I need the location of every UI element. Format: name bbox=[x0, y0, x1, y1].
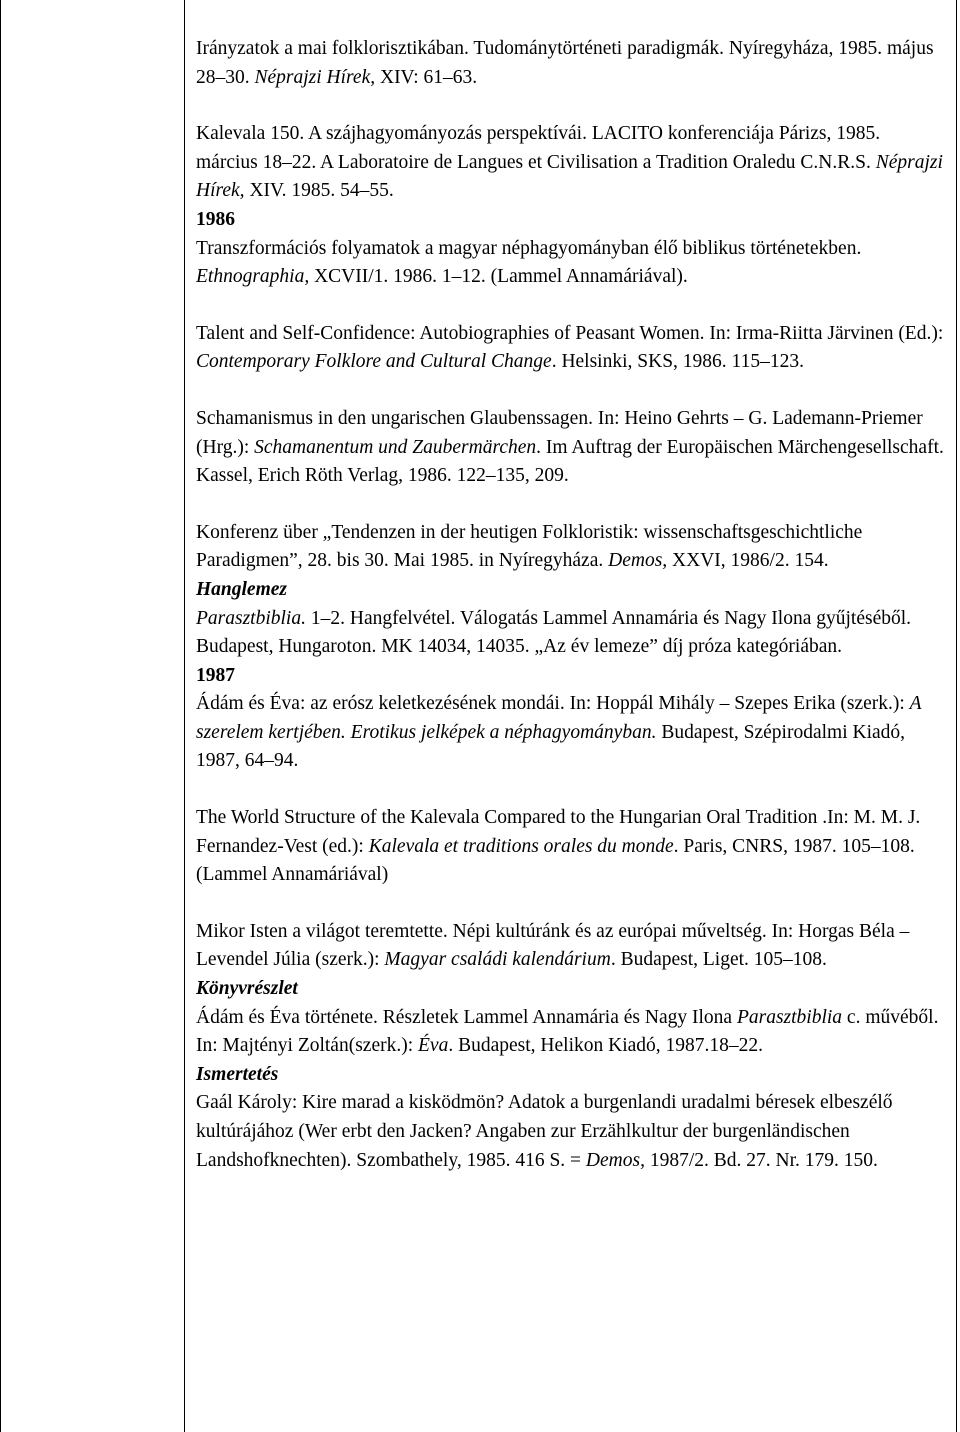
year-heading-1986: 1986 bbox=[196, 208, 235, 230]
section-heading-hanglemez bbox=[196, 576, 946, 605]
entry-journal: Néprajzi Hírek, bbox=[254, 66, 376, 88]
bib-entry-iranyzatok bbox=[196, 35, 946, 92]
section-heading-text: Ismertetés bbox=[196, 1063, 279, 1085]
entry-text: Transzformációs folyamatok a magyar néphagyományban élő biblikus történetekben. bbox=[196, 237, 862, 259]
entry-book-title: Kalevala et traditions orales du monde bbox=[368, 835, 674, 857]
bib-entry-adam-eva-erosz bbox=[196, 690, 946, 776]
entry-text: XXVI, 1986/2. 154. bbox=[667, 550, 829, 572]
entry-text: Mikor Isten a világot teremtette. Népi kultúránk és az európai műveltség. In: Horgas Béla –Levendel Júlia (szerk.): bbox=[196, 920, 910, 971]
section-heading-text: Hanglemez bbox=[196, 578, 287, 600]
entry-text: . Paris, CNRS, 1987. 105–108. (Lammel Annamáriával) bbox=[196, 835, 915, 886]
entry-text: Budapest, Szépirodalmi Kiadó, 1987, 64–94. bbox=[196, 721, 906, 772]
entry-journal: Ethnographia, bbox=[196, 266, 310, 288]
entry-book-title: Éva bbox=[418, 1035, 449, 1057]
bib-entry-talent bbox=[196, 320, 946, 377]
entry-text: . Im Auftrag der Europäischen Märchengesellschaft. Kassel, Erich Röth Verlag, 1986. 122–135, 209. bbox=[196, 436, 944, 487]
entry-text: Konferenz über „Tendenzen in der heutigen Folkloristik: wissenschaftsgeschichtliche Paradigmen”, 28. bis 30. Mai 1985. in Nyíregyháza. bbox=[196, 521, 863, 572]
entry-text: Ádám és Éva: az erósz keletkezésének mondái. In: Hoppál Mihály – Szepes Erika (szerk.): bbox=[196, 693, 910, 715]
entry-text: . Helsinki, SKS, 1986. 115–123. bbox=[551, 351, 804, 373]
entry-text: XCVII/1. 1986. 1–12. (Lammel Annamáriával). bbox=[309, 266, 688, 288]
entry-book-title: Magyar családi kalendárium bbox=[384, 949, 611, 971]
section-heading-ismertetes bbox=[196, 1061, 946, 1090]
bib-entry-kalevala150 bbox=[196, 120, 946, 206]
entry-journal: Demos, bbox=[608, 550, 668, 572]
table-border-left bbox=[0, 0, 1, 1432]
entry-text: XIV: 61–63. bbox=[375, 66, 478, 88]
section-heading-text: Könyvrészlet bbox=[196, 978, 298, 1000]
entry-text: Talent and Self-Confidence: Autobiographies of Peasant Women. In: Irma-Riitta Järvinen (Ed.): bbox=[196, 322, 944, 344]
entry-text: Ádám és Éva története. Részletek Lammel Annamária és Nagy Ilona bbox=[196, 1006, 737, 1028]
bib-entry-adam-eva-tortenete bbox=[196, 1004, 946, 1061]
entry-work-title: Parasztbiblia bbox=[736, 1006, 843, 1028]
entry-text: . Budapest, Helikon Kiadó, 1987.18–22. bbox=[448, 1035, 764, 1057]
table-border-right bbox=[956, 0, 957, 1432]
bib-entry-mikor-isten bbox=[196, 918, 946, 975]
bib-entry-world-structure bbox=[196, 804, 946, 890]
entry-text: c. művéből. In: Majtényi Zoltán(szerk.): bbox=[196, 1006, 939, 1057]
entry-text: The World Structure of the Kalevala Compared to the Hungarian Oral Tradition .In: M. M. J. Fernandez-Vest (ed.): bbox=[196, 807, 921, 857]
entry-text: Schamanismus in den ungarischen Glaubenssagen. In: Heino Gehrts – G. Lademann-Priemer (Hrg.): bbox=[196, 407, 923, 458]
entry-text: 1987/2. Bd. 27. Nr. 179. 150. bbox=[644, 1149, 878, 1171]
entry-journal: Demos, bbox=[585, 1149, 645, 1171]
bib-entry-gaal-karoly bbox=[196, 1089, 946, 1175]
entry-text: Kalevala 150. A szájhagyományozás perspektívái. LACITO konferenciája Párizs, 1985. március 18–22. A Laboratoire de Langues et Civilisation a Tradition Oraledu C.N.R.S. bbox=[196, 123, 881, 173]
entry-journal: Néprajzi Hírek, bbox=[196, 151, 943, 202]
bib-entry-schamanismus bbox=[196, 405, 946, 491]
entry-book-title: Contemporary Folklore and Cultural Change bbox=[196, 351, 552, 373]
entry-book-title: Schamanentum und Zaubermärchen bbox=[254, 436, 537, 458]
year-heading-1987: 1987 bbox=[196, 664, 235, 686]
bibliography-content bbox=[196, 35, 946, 1175]
entry-text: Irányzatok a mai folklorisztikában. Tudománytörténeti paradigmák. Nyíregyháza, 1985. május 28–30. bbox=[196, 38, 934, 88]
bib-entry-transzformacios bbox=[196, 235, 946, 292]
bib-entry-parasztbiblia bbox=[196, 605, 946, 662]
entry-book-title: A szerelem kertjében. Erotikus jelképek a néphagyományban. bbox=[196, 693, 922, 743]
entry-text: XIV. 1985. 54–55. bbox=[244, 180, 394, 202]
bib-entry-konferenz bbox=[196, 519, 946, 576]
entry-text: Gaál Károly: Kire marad a kisködmön? Adatok a burgenlandi uradalmi béresek elbeszélő kultúrájához (Wer erbt den Jacken? Angaben zur Erzählkultur der burgenländischen Landshofknechten). Szombathely, 1985. 416 S. = bbox=[196, 1092, 893, 1171]
section-heading-konyvreszlet bbox=[196, 975, 946, 1004]
entry-record-title: Parasztbiblia. bbox=[196, 607, 306, 629]
entry-text: . Budapest, Liget. 105–108. bbox=[610, 949, 827, 971]
entry-text: 1–2. Hangfelvétel. Válogatás Lammel Annamária és Nagy Ilona gyűjtéséből. Budapest, Hungaroton. MK 14034, 14035. „Az év lemeze” díj próza kategóriában. bbox=[196, 607, 912, 658]
table-column-divider bbox=[184, 0, 185, 1432]
